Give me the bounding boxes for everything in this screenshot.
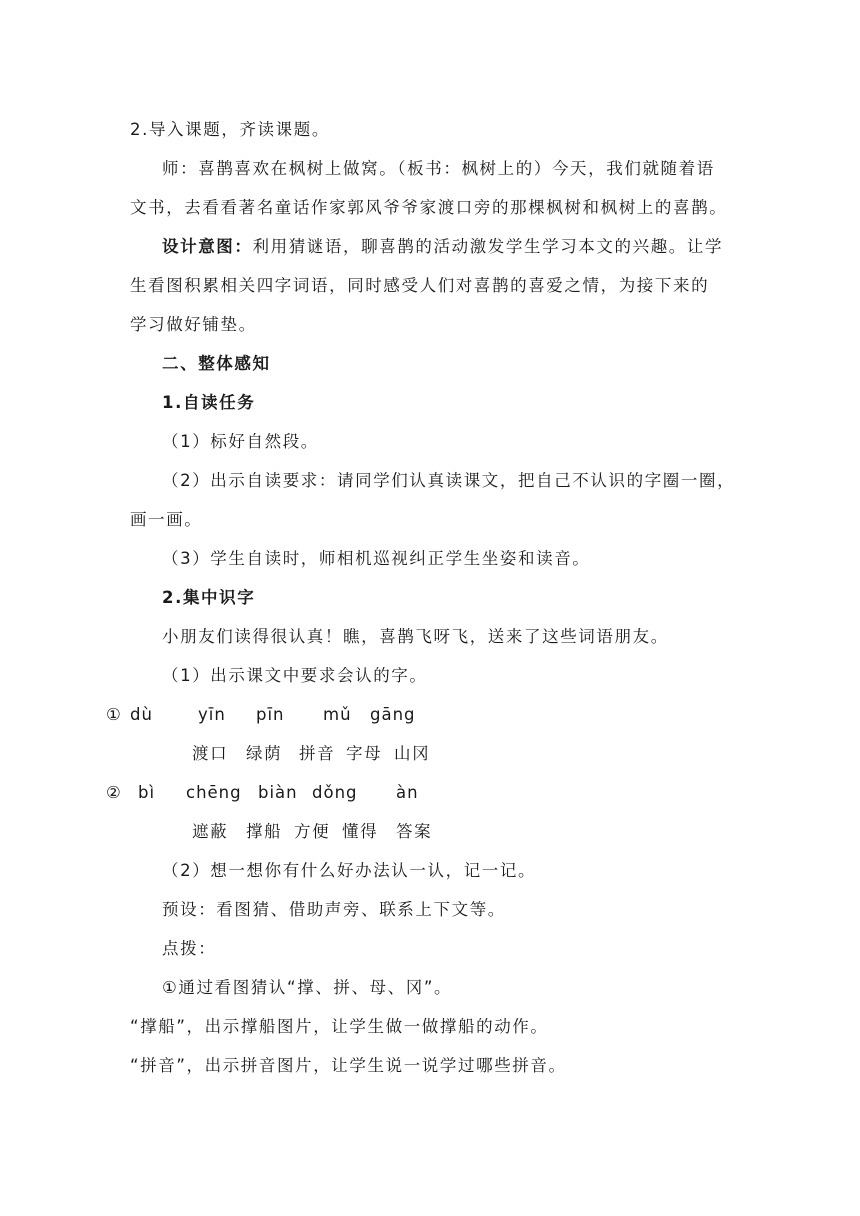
design-intent-cont: 生看图积累相关四字词语，同时感受人们对喜鹊的喜爱之情，为接下来的 <box>130 276 710 295</box>
circled-number: ① <box>106 705 122 724</box>
body-text: 点拨： <box>162 939 217 958</box>
pinyin: pīn <box>256 705 285 724</box>
design-intent-end: 学习做好铺垫。 <box>130 315 257 334</box>
task-item: （3）学生自读时，师相机巡视纠正学生坐姿和读音。 <box>162 549 591 568</box>
vocab-word: 懂得 <box>342 822 379 841</box>
task-item-cont: 画一画。 <box>130 510 203 529</box>
subheading: 2.集中识字 <box>162 588 256 607</box>
body-text: 预设：看图猜、借助声旁、联系上下文等。 <box>162 900 506 919</box>
pinyin: dǒng <box>312 783 358 802</box>
body-text: 小朋友们读得很认真！瞧，喜鹊飞呀飞，送来了这些词语朋友。 <box>162 627 669 646</box>
pinyin: mǔ <box>323 705 352 724</box>
task-item: （1）出示课文中要求会认的字。 <box>162 666 428 685</box>
task-item: （2）想一想你有什么好办法认一认，记一记。 <box>162 861 537 880</box>
pinyin: biàn <box>258 783 298 802</box>
vocab-word: 答案 <box>396 822 433 841</box>
vocab-word: 撑船 <box>246 822 283 841</box>
pinyin: dù <box>130 705 153 724</box>
design-intent-para <box>162 235 723 259</box>
vocab-word: 字母 <box>346 744 383 763</box>
pinyin: bì <box>138 783 156 802</box>
body-text: “撑船”，出示撑船图片，让学生做一做撑船的动作。 <box>130 1017 549 1036</box>
body-text: “拼音”，出示拼音图片，让学生说一说学过哪些拼音。 <box>130 1056 567 1075</box>
design-intent-text: 利用猜谜语，聊喜鹊的活动激发学生学习本文的兴趣。让学 <box>252 237 724 256</box>
section-heading: 二、整体感知 <box>162 354 271 373</box>
design-intent-label: 设计意图： <box>162 237 253 256</box>
task-item: （1）标好自然段。 <box>162 432 319 451</box>
vocab-word: 遮蔽 <box>192 822 229 841</box>
pinyin: yīn <box>198 705 226 724</box>
task-item: （2）出示自读要求：请同学们认真读课文，把自己不认识的字圈一圈， <box>162 471 736 490</box>
vocab-word: 渡口 <box>192 744 229 763</box>
circled-number: ② <box>106 783 122 802</box>
subheading: 1.自读任务 <box>162 393 256 412</box>
pinyin: àn <box>396 783 419 802</box>
pinyin: gāng <box>370 705 416 724</box>
teacher-line-cont: 文书，去看看著名童话作家郭风爷爷家渡口旁的那棵枫树和枫树上的喜鹊。 <box>130 198 728 217</box>
section-item-title: 2.导入课题，齐读课题。 <box>130 120 330 139</box>
vocab-word: 拼音 <box>299 744 336 763</box>
body-text: ①通过看图猜认“撑、拼、母、冈”。 <box>162 978 453 997</box>
teacher-line: 师：喜鹊喜欢在枫树上做窝。（板书：枫树上的）今天，我们就随着语 <box>162 159 715 178</box>
vocab-word: 方便 <box>294 822 331 841</box>
pinyin: chēng <box>186 783 242 802</box>
vocab-word: 山冈 <box>394 744 431 763</box>
vocab-word: 绿荫 <box>246 744 283 763</box>
